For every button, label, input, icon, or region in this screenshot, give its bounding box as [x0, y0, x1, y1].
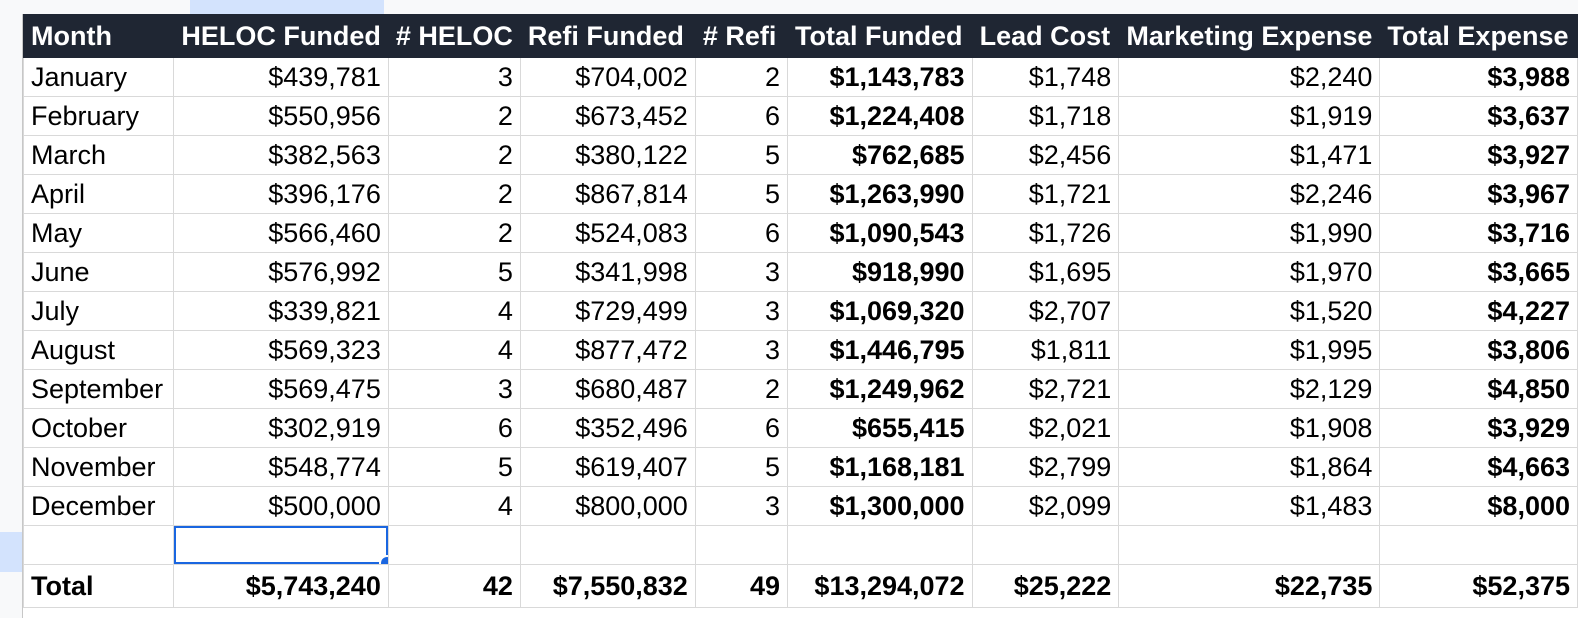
table-row — [24, 331, 1578, 370]
empty-cell[interactable] — [24, 526, 174, 565]
value-cell[interactable]: $704,002 — [520, 58, 695, 97]
value-cell[interactable]: 4 — [388, 487, 520, 526]
month-cell[interactable]: December — [24, 487, 174, 526]
value-cell[interactable]: $576,992 — [174, 253, 388, 292]
data-grid — [23, 14, 1578, 608]
value-cell[interactable]: 5 — [695, 136, 787, 175]
month-cell[interactable]: March — [24, 136, 174, 175]
value-cell[interactable]: 4 — [388, 331, 520, 370]
value-cell[interactable]: $918,990 — [788, 253, 973, 292]
value-cell[interactable]: $1,748 — [972, 58, 1119, 97]
header-cell[interactable]: # HELOC — [388, 15, 520, 58]
value-cell[interactable]: $8,000 — [1380, 487, 1578, 526]
value-cell[interactable]: $1,718 — [972, 97, 1119, 136]
value-cell[interactable]: $382,563 — [174, 136, 388, 175]
value-cell[interactable]: 3 — [695, 331, 787, 370]
value-cell[interactable]: $3,988 — [1380, 58, 1578, 97]
active-cell[interactable] — [174, 526, 388, 565]
value-cell[interactable]: $2,099 — [972, 487, 1119, 526]
table-row — [24, 409, 1578, 448]
value-cell[interactable]: 2 — [388, 175, 520, 214]
value-cell[interactable]: 4 — [388, 292, 520, 331]
month-cell[interactable]: May — [24, 214, 174, 253]
value-cell[interactable]: $2,707 — [972, 292, 1119, 331]
header-cell[interactable]: Month — [24, 15, 174, 58]
value-cell[interactable]: $1,471 — [1119, 136, 1380, 175]
value-cell[interactable]: $566,460 — [174, 214, 388, 253]
value-cell[interactable]: $1,695 — [972, 253, 1119, 292]
value-cell[interactable]: $550,956 — [174, 97, 388, 136]
value-cell[interactable]: 3 — [695, 253, 787, 292]
value-cell[interactable]: 2 — [388, 214, 520, 253]
empty-cell[interactable] — [1119, 526, 1380, 565]
month-cell[interactable]: Total — [24, 565, 174, 608]
table-row — [24, 97, 1578, 136]
month-cell[interactable]: January — [24, 58, 174, 97]
value-cell[interactable]: $1,919 — [1119, 97, 1380, 136]
value-cell[interactable]: $729,499 — [520, 292, 695, 331]
table-row — [24, 58, 1578, 97]
empty-row — [24, 526, 1578, 565]
value-cell[interactable]: $352,496 — [520, 409, 695, 448]
value-cell[interactable]: $1,908 — [1119, 409, 1380, 448]
value-cell[interactable]: $380,122 — [520, 136, 695, 175]
value-cell[interactable]: $1,263,990 — [788, 175, 973, 214]
header-cell[interactable]: Refi Funded — [520, 15, 695, 58]
value-cell[interactable]: $1,483 — [1119, 487, 1380, 526]
value-cell[interactable]: $2,246 — [1119, 175, 1380, 214]
header-cell[interactable]: Total Expense — [1380, 15, 1578, 58]
value-cell[interactable]: $25,222 — [972, 565, 1119, 608]
value-cell[interactable]: $3,665 — [1380, 253, 1578, 292]
header-row — [24, 15, 1578, 58]
header-cell[interactable]: Marketing Expense — [1119, 15, 1380, 58]
header-cell[interactable]: Lead Cost — [972, 15, 1119, 58]
month-cell[interactable]: July — [24, 292, 174, 331]
value-cell[interactable]: $13,294,072 — [788, 565, 973, 608]
value-cell[interactable]: 5 — [695, 448, 787, 487]
value-cell[interactable]: 3 — [388, 370, 520, 409]
table-row — [24, 292, 1578, 331]
empty-cell[interactable] — [520, 526, 695, 565]
total-row — [24, 565, 1578, 608]
table-row — [24, 370, 1578, 409]
value-cell[interactable]: $569,323 — [174, 331, 388, 370]
selected-column-header[interactable] — [190, 0, 384, 14]
table-row — [24, 253, 1578, 292]
value-cell[interactable]: $1,249,962 — [788, 370, 973, 409]
value-cell[interactable]: 5 — [388, 448, 520, 487]
table-row — [24, 448, 1578, 487]
value-cell[interactable]: $3,967 — [1380, 175, 1578, 214]
value-cell[interactable]: $655,415 — [788, 409, 973, 448]
value-cell[interactable]: $680,487 — [520, 370, 695, 409]
value-cell[interactable]: $2,456 — [972, 136, 1119, 175]
value-cell[interactable]: $439,781 — [174, 58, 388, 97]
empty-cell[interactable] — [695, 526, 787, 565]
value-cell[interactable]: $1,990 — [1119, 214, 1380, 253]
empty-cell[interactable] — [788, 526, 973, 565]
value-cell[interactable]: 3 — [388, 58, 520, 97]
value-cell[interactable]: 6 — [388, 409, 520, 448]
value-cell[interactable]: $22,735 — [1119, 565, 1380, 608]
empty-cell[interactable] — [1380, 526, 1578, 565]
value-cell[interactable]: $1,224,408 — [788, 97, 973, 136]
value-cell[interactable]: $569,475 — [174, 370, 388, 409]
value-cell[interactable]: 2 — [388, 136, 520, 175]
value-cell[interactable]: $1,811 — [972, 331, 1119, 370]
fill-handle[interactable] — [379, 555, 389, 565]
value-cell[interactable]: 2 — [695, 370, 787, 409]
value-cell[interactable]: $4,850 — [1380, 370, 1578, 409]
month-cell[interactable]: June — [24, 253, 174, 292]
value-cell[interactable]: 5 — [695, 175, 787, 214]
value-cell[interactable]: $1,520 — [1119, 292, 1380, 331]
value-cell[interactable]: $1,864 — [1119, 448, 1380, 487]
value-cell[interactable]: 2 — [695, 58, 787, 97]
value-cell[interactable]: $524,083 — [520, 214, 695, 253]
value-cell[interactable]: $52,375 — [1380, 565, 1578, 608]
value-cell[interactable]: 42 — [388, 565, 520, 608]
value-cell[interactable]: $7,550,832 — [520, 565, 695, 608]
value-cell[interactable]: $548,774 — [174, 448, 388, 487]
value-cell[interactable]: $1,090,543 — [788, 214, 973, 253]
value-cell[interactable]: 5 — [388, 253, 520, 292]
value-cell[interactable]: $4,663 — [1380, 448, 1578, 487]
table-row — [24, 214, 1578, 253]
value-cell[interactable]: $4,227 — [1380, 292, 1578, 331]
value-cell[interactable]: $2,021 — [972, 409, 1119, 448]
value-cell[interactable]: $867,814 — [520, 175, 695, 214]
value-cell[interactable]: 6 — [695, 97, 787, 136]
value-cell[interactable]: $762,685 — [788, 136, 973, 175]
table-row — [24, 175, 1578, 214]
value-cell[interactable]: $1,721 — [972, 175, 1119, 214]
value-cell[interactable]: 49 — [695, 565, 787, 608]
value-cell[interactable]: $1,726 — [972, 214, 1119, 253]
value-cell[interactable]: $302,919 — [174, 409, 388, 448]
value-cell[interactable]: 3 — [695, 292, 787, 331]
value-cell[interactable]: $3,929 — [1380, 409, 1578, 448]
value-cell[interactable]: $500,000 — [174, 487, 388, 526]
value-cell[interactable]: $1,300,000 — [788, 487, 973, 526]
value-cell[interactable]: 3 — [695, 487, 787, 526]
month-cell[interactable]: April — [24, 175, 174, 214]
month-cell[interactable]: September — [24, 370, 174, 409]
value-cell[interactable]: $1,970 — [1119, 253, 1380, 292]
table-row — [24, 136, 1578, 175]
empty-cell[interactable] — [388, 526, 520, 565]
month-cell[interactable]: October — [24, 409, 174, 448]
value-cell[interactable]: 6 — [695, 409, 787, 448]
header-cell[interactable]: # Refi — [695, 15, 787, 58]
value-cell[interactable]: $800,000 — [520, 487, 695, 526]
value-cell[interactable]: 2 — [388, 97, 520, 136]
value-cell[interactable]: $1,446,795 — [788, 331, 973, 370]
value-cell[interactable]: $5,743,240 — [174, 565, 388, 608]
header-cell[interactable]: HELOC Funded — [174, 15, 388, 58]
month-cell[interactable]: February — [24, 97, 174, 136]
value-cell[interactable]: $2,129 — [1119, 370, 1380, 409]
month-cell[interactable]: November — [24, 448, 174, 487]
table-row — [24, 487, 1578, 526]
month-cell[interactable]: August — [24, 331, 174, 370]
header-cell[interactable]: Total Funded — [788, 15, 973, 58]
value-cell[interactable]: 6 — [695, 214, 787, 253]
column-header-strip[interactable] — [0, 0, 1578, 15]
value-cell[interactable]: $1,168,181 — [788, 448, 973, 487]
value-cell[interactable]: $2,240 — [1119, 58, 1380, 97]
value-cell[interactable]: $1,995 — [1119, 331, 1380, 370]
value-cell[interactable]: $2,799 — [972, 448, 1119, 487]
value-cell[interactable]: $3,806 — [1380, 331, 1578, 370]
value-cell[interactable]: $341,998 — [520, 253, 695, 292]
value-cell[interactable]: $3,716 — [1380, 214, 1578, 253]
value-cell[interactable]: $396,176 — [174, 175, 388, 214]
value-cell[interactable]: $3,637 — [1380, 97, 1578, 136]
value-cell[interactable]: $1,143,783 — [788, 58, 973, 97]
value-cell[interactable]: $673,452 — [520, 97, 695, 136]
value-cell[interactable]: $339,821 — [174, 292, 388, 331]
row-header-strip[interactable] — [0, 14, 23, 618]
value-cell[interactable]: $1,069,320 — [788, 292, 973, 331]
value-cell[interactable]: $2,721 — [972, 370, 1119, 409]
empty-cell[interactable] — [972, 526, 1119, 565]
value-cell[interactable]: $619,407 — [520, 448, 695, 487]
value-cell[interactable]: $3,927 — [1380, 136, 1578, 175]
selected-row-header[interactable] — [0, 532, 22, 572]
value-cell[interactable]: $877,472 — [520, 331, 695, 370]
